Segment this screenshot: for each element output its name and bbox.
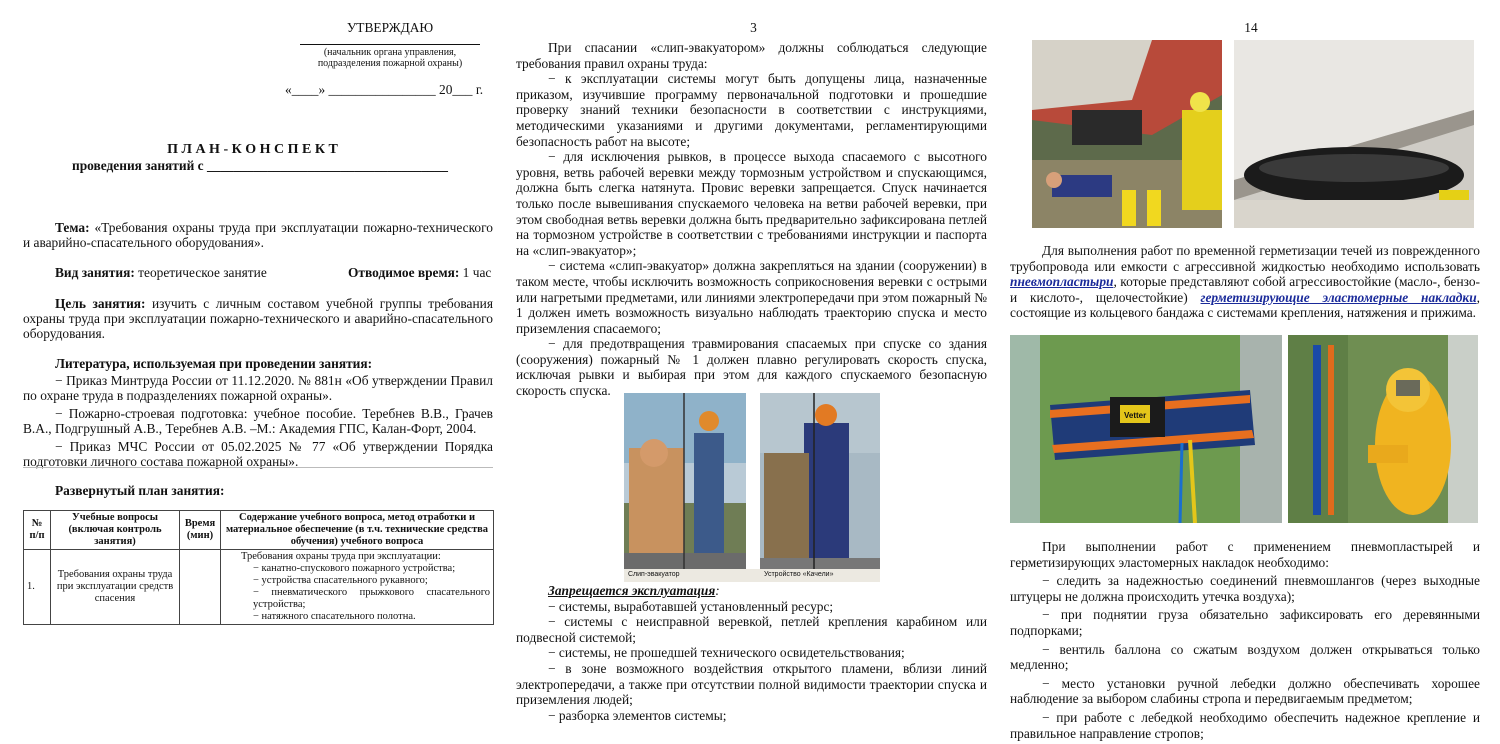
table-header: Содержание учебного вопроса, метод отработки и материальное обеспечение (в т.ч. технические средства обучения) учебного вопроса xyxy=(221,511,494,550)
photo-caption: Слип-эвакуатор xyxy=(628,571,680,578)
list-item: − устройства спасательного рукавного; xyxy=(253,575,428,586)
table-row xyxy=(24,550,494,625)
table-cell: Требования охраны труда при эксплуатации средств спасения xyxy=(51,550,180,625)
page-number: 14 xyxy=(1244,20,1258,35)
table-header: Время (мин) xyxy=(180,511,221,550)
table-cell: 1. xyxy=(24,550,51,625)
topic-paragraph: Тема: «Требования охраны труда при эксплуатации пожарно-технического и аварийно-спасательного оборудования». xyxy=(23,220,493,250)
allotted-time: Отводимое время: 1 час xyxy=(348,265,492,280)
table-cell xyxy=(180,550,221,625)
pneumo-plaster-paragraph: Для выполнения работ по временной герметизации течей из поврежденного трубопровода или емкости с агрессивной жидкостью необходимо использовать пневмопластыри, которые представляют собой агрессивостойкие (масло-, бензо- и кислото-, щелочестойкие) герметизирующие эластомерные накладки, состоящие из кольцевого бандажа с системами крепления, натяжения и прижима. xyxy=(1010,243,1480,321)
table-cell-content: Требования охраны труда при эксплуатации: − канатно-спускового пожарного устройства; − устройства спасательного рукавного; − пневматического прыжкового спасательного устройства; − натяжного спасательного полотна. xyxy=(221,550,494,625)
vetter-badge: Vetter xyxy=(1124,411,1147,420)
page-plan-konspekt xyxy=(0,0,505,744)
lesson-type: Вид занятия: теоретическое занятие xyxy=(55,265,267,280)
org-caption: (начальник органа управления, подразделения пожарной охраны) xyxy=(317,47,463,69)
requirement-item: − система «слип-эвакуатор» должна закрепляться на здании (сооружении) в таком месте, чтобы исключить возможность соприкосновения веревки с острыми или нагретыми предметами, или линиями электропередачи при этом пожарный № 1 должен иметь возможность визуально наблюдать траекторию спуска и место приземления спасаемого; xyxy=(516,258,987,336)
table-header-row xyxy=(24,511,494,550)
literature-item: − Приказ МЧС России от 05.02.2025 № 77 «Об утверждении Порядка подготовки личного состава пожарной охраны». xyxy=(23,439,493,469)
forbidden-item: − системы, не прошедшей технического освидетельствования; xyxy=(548,645,905,661)
forbidden-item: − системы с неисправной веревкой, петлей крепления карабином или подвесной системой; xyxy=(516,614,987,645)
requirement-item: − при работе с лебедкой необходимо обеспечить надежное крепление и правильное направление стропов; xyxy=(1010,709,1480,741)
requirements-block xyxy=(516,40,987,399)
table-header: № п/п xyxy=(24,511,51,550)
goal-paragraph: Цель занятия: изучить с личным составом учебной группы требования охраны труда при эксплуатации пожарно-технического и аварийно-спасательного оборудования. xyxy=(23,296,493,341)
slip-evacuator-photos xyxy=(624,393,880,582)
list-item: − натяжного спасательного полотна. xyxy=(253,611,416,622)
approve-heading: УТВЕРЖДАЮ xyxy=(346,20,434,35)
intro-paragraph: При спасании «слип-эвакуатором» должны соблюдаться следующие требования правил охраны труда: xyxy=(516,40,987,71)
table-header: Учебные вопросы (включая контроль занятия) xyxy=(51,511,180,550)
document-subtitle: проведения занятий с ____________________________________ xyxy=(72,158,448,173)
forbidden-item: − разборка элементов системы; xyxy=(548,707,727,723)
chemical-suit-photo xyxy=(1288,335,1478,523)
requirement-item: − место установки ручной лебедки должно обеспечивать хорошее наблюдение за выбором слабины стропа и передвигаемым предметом; xyxy=(1010,675,1480,707)
literature-heading: Литература, используемая при проведении занятия: xyxy=(55,356,373,371)
page-3 xyxy=(505,0,1002,744)
plan-table xyxy=(23,510,494,625)
requirement-item: − для предотвращения травмирования спасаемых при спуске со здания (сооружения) пожарный № 1 должен плавно регулировать скорость спуска, исключая рывки и выбирая при этом для каждого спускаемого безопасную скорость спуска. xyxy=(516,336,987,399)
airbag-under-load-photo xyxy=(1234,40,1474,228)
requirement-item: − при поднятии груза обязательно зафиксировать его деревянными подпорками; xyxy=(1010,607,1480,638)
literature-list xyxy=(23,373,493,469)
literature-item: − Приказ Минтруда России от 11.12.2020. № 881н «Об утверждении Правил по охране труда в подразделениях пожарной охраны». xyxy=(23,373,493,403)
page-14 xyxy=(1002,0,1500,744)
forbidden-item: − в зоне возможного воздействия открытого пламени, вблизи линий электропередачи, а также при отсутствии полной видимости траектории спуска и приземления людей; xyxy=(516,660,987,708)
document-title: П Л А Н - К О Н С П Е К Т xyxy=(167,142,338,157)
requirement-item: − к эксплуатации системы могут быть допущены лица, назначенные приказом, изучившие программу первоначальной подготовки и прошедшие проверку знаний техники безопасности в соответствии с инструкциями, методическими указаниями и другими документами, регламентирующими безопасность работ на высоте; xyxy=(516,71,987,149)
forbidden-heading: Запрещается эксплуатация: xyxy=(548,583,720,598)
literature-item: − Пожарно-строевая подготовка: учебное пособие. Теребнев В.В., Грачев В.А., Подгрушный А.В., Теребнев А.В. –М.: Академия ГПС, Калан-Форт, 2004. xyxy=(23,406,493,436)
plan-heading: Развернутый план занятия: xyxy=(55,483,225,498)
requirement-item: − вентиль баллона со сжатым воздухом должен открываться только медленно; xyxy=(1010,641,1480,673)
date-line: «____» ________________ 20___ г. xyxy=(285,82,484,97)
sealing-band-photo xyxy=(1010,335,1282,523)
requirements-block xyxy=(1010,539,1480,741)
photo-caption: Устройство «Качели» xyxy=(764,571,834,578)
intro-paragraph: При выполнении работ с применением пневмопластырей и герметизирующих эластомерных накладок необходимо: xyxy=(1010,539,1480,570)
divider xyxy=(23,467,493,468)
term-link[interactable]: пневмопластыри xyxy=(1010,274,1114,290)
forbidden-block xyxy=(516,583,987,723)
signature-line xyxy=(300,44,480,45)
rescue-photo-illustration xyxy=(624,393,880,582)
forbidden-item: − системы, выработавшей установленный ресурс; xyxy=(548,598,834,614)
page-number: 3 xyxy=(750,20,757,35)
airbag-lifting-photo xyxy=(1032,40,1222,228)
requirement-item: − следить за надежностью соединений пневмошлангов (через выходные штуцеры не должна происходить утечка воздуха); xyxy=(1010,573,1480,604)
list-item: − пневматического прыжкового спасательного устройства; xyxy=(253,587,490,610)
list-item: − канатно-спускового пожарного устройства; xyxy=(253,563,456,574)
term-link[interactable]: герметизирующие эластомерные накладки xyxy=(1200,289,1477,305)
requirement-item: − для исключения рывков, в процессе выхода спасаемого с высотного уровня, ветвь рабочей веревки между тормозным устройством и спускающимся, должна быть слегка натянута. Провис веревки запрещается. Спуск начинается только после вывешивания спускаемого человека на ветви рабочей веревки, при этом свободная ветвь веревки должна быть предварительно зафиксирована петлей на тормозном устройстве в соответствии с требованиями инструкции и паспорта на «слип-эвакуатор»; xyxy=(516,149,987,258)
